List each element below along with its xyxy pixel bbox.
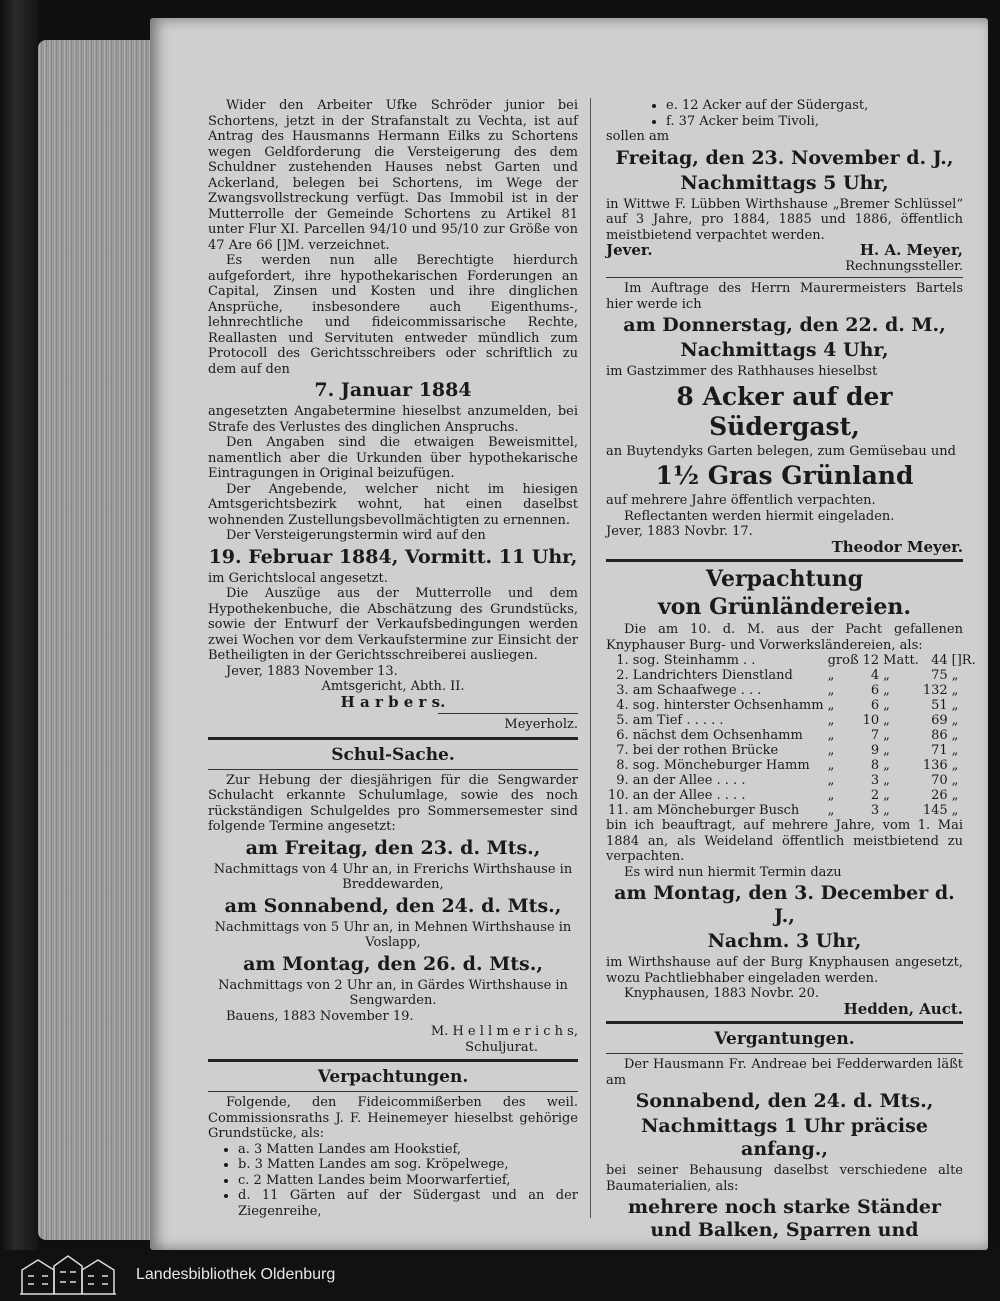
land-table-row: [606, 713, 978, 728]
land-table-cell: nächst dem Ochsenhamm: [632, 728, 803, 743]
land-table-cell: 10.: [608, 788, 629, 803]
term-date: am Freitag, den 23. d. Mts.,: [245, 836, 541, 859]
book-spine: [0, 0, 38, 1250]
land-table-cell: 12: [862, 653, 880, 668]
land-table-cell: 3: [870, 803, 880, 818]
land-table-cell: 3.: [616, 683, 629, 698]
land-table-cell: 6: [870, 683, 880, 698]
notice-paragraph: Im Auftrage des Herrn Maurermeisters Bartels hier werde ich: [606, 281, 963, 312]
land-table-row: [606, 743, 978, 758]
notice-paragraph: in Wittwe F. Lübben Wirthshause „Bremer Schlüssel“ auf 3 Jahre, pro 1884, 1885 und 1886, öffentlich meistbietend verpachtet werden.: [606, 196, 963, 243]
land-table-cell: „: [827, 788, 835, 803]
land-table-cell: „: [827, 743, 835, 758]
land-table-cell: 86: [931, 728, 948, 743]
land-table-cell: Matt.: [883, 653, 919, 668]
land-table-cell: am Möncheburger Busch: [632, 803, 800, 818]
column-divider: [590, 98, 591, 1218]
notice-signature: M. H e l l m e r i c h s,: [430, 1024, 578, 1039]
section-heading: Verpachtungen.: [317, 1067, 469, 1087]
notice-place-date: Jever, 1883 November 13.: [226, 663, 398, 679]
land-table-cell: 2.: [616, 668, 629, 683]
parcel-list: [606, 98, 963, 129]
land-table-cell: 4.: [616, 698, 629, 713]
notice-headline: 8 Acker auf der Südergast,: [676, 381, 893, 441]
notice-paragraph: Es werden nun alle Berechtigte hierdurch aufgefordert, ihre hypothekarischen Forderungen an Capital, Zinsen und Kosten und ihre dinglichen Ansprüche, insbesondere auch Eigenthums-, lehnrechtliche und fideicommissarische Rechte, Reallasten und Servituten entweder mündlich zum Protocoll des Gerichtsschreibers oder schriftlich zu dem auf den: [208, 253, 578, 377]
notice-time: Nachmittags 4 Uhr,: [680, 339, 889, 361]
land-table-cell: []R.: [951, 653, 976, 668]
land-table-cell: „: [883, 788, 890, 803]
land-table-cell: „: [827, 728, 835, 743]
land-table-cell: „: [883, 713, 890, 728]
right-column: [606, 98, 976, 1244]
land-table-cell: 7.: [616, 743, 629, 758]
land-table-cell: an der Allee . . . .: [632, 773, 746, 788]
notice-paragraph: bei seiner Behausung daselbst verschiedene alte Baumaterialien, als:: [606, 1163, 963, 1194]
notice-paragraph: auf mehrere Jahre öffentlich verpachten.: [606, 493, 876, 508]
land-table-cell: „: [827, 773, 835, 788]
notice-date: Freitag, den 23. November d. J.,: [615, 146, 954, 169]
heading-rule: [208, 769, 578, 770]
land-table-cell: „: [951, 803, 959, 818]
notice-time: Nachm. 3 Uhr,: [707, 930, 862, 952]
land-table-cell: 51: [931, 698, 948, 713]
land-table-cell: „: [827, 758, 835, 773]
heading-rule: [606, 1053, 963, 1054]
notice-signature: Theodor Meyer.: [831, 537, 963, 556]
land-table-cell: „: [951, 788, 959, 803]
notice-paragraph: Es wird nun hiermit Termin dazu: [624, 864, 842, 880]
land-table-cell: 9: [870, 743, 880, 758]
land-table-cell: „: [951, 683, 959, 698]
section-rule: [208, 737, 578, 740]
grassland-lease-notice: [606, 566, 976, 1018]
land-table-cell: 8.: [616, 758, 629, 773]
notice-signature: H a r b e r s.: [340, 692, 446, 711]
notice-paragraph: Wider den Arbeiter Ufke Schröder junior bei Schortens, jetzt in der Strafanstalt zu Vechta, ist auf Antrag des Hausmanns Hermann Eilks zu Schortens wegen Geldforderung die Versteigerung des dem Schuldner zustehenden Hauses nebst Garten und Ackerland, belegen bei Schortens, im Wege der Zwangsvollstreckung verfügt. Das Immobil ist in der Mutterrolle der Gemeinde Schortens zu Artikel 81 unter Flur XI. Parcellen 94/10 und 95/10 zur Größe von 47 Are 66 []M. verzeichnet.: [208, 98, 578, 253]
notice-time: Nachmittags 1 Uhr präcise anfang.,: [641, 1115, 928, 1160]
notice-signature: H. A. Meyer,: [859, 241, 963, 259]
land-table-cell: groß: [827, 653, 859, 668]
parcel-item: • b. 3 Matten Landes am sog. Kröpelwege,: [238, 1157, 578, 1173]
signer-title: Rechnungssteller.: [845, 258, 963, 274]
land-table-cell: 11.: [608, 803, 629, 818]
land-table-cell: „: [883, 683, 890, 698]
notice-paragraph: Der Hausmann Fr. Andreae bei Fedderwarden läßt am: [606, 1057, 963, 1088]
notice-date: Sonnabend, den 24. d. Mts.,: [635, 1090, 934, 1112]
land-table-cell: „: [883, 758, 890, 773]
page-edges: [38, 40, 158, 1240]
land-table-cell: „: [951, 728, 959, 743]
parcel-item: • e. 12 Acker auf der Südergast,: [666, 98, 963, 114]
land-table-cell: „: [951, 743, 959, 758]
land-table-cell: an der Allee . . . .: [632, 788, 746, 803]
notice-date: am Donnerstag, den 22. d. M.,: [623, 314, 946, 336]
lease-notice: [208, 1066, 578, 1219]
school-notice: [208, 744, 578, 1056]
notice-title: Verpachtung: [705, 566, 864, 592]
lease-notice-continued: [606, 98, 963, 274]
land-table-cell: Landrichters Dienstland: [632, 668, 793, 683]
land-table-cell: sog. Steinhamm . .: [632, 653, 756, 668]
land-table-cell: „: [951, 668, 959, 683]
library-name: Landesbibliothek Oldenburg: [136, 1266, 336, 1283]
land-table-cell: am Schaafwege . . .: [632, 683, 762, 698]
notice-headline: 1½ Gras Grünland: [655, 461, 914, 490]
land-table-cell: 3: [870, 773, 880, 788]
left-column: [208, 98, 578, 1219]
heading-rule: [208, 1091, 578, 1092]
land-table-cell: „: [951, 698, 959, 713]
section-rule: [606, 559, 963, 562]
parcel-item: • a. 3 Matten Landes am Hookstief,: [238, 1142, 578, 1158]
land-table-cell: bei der rothen Brücke: [632, 743, 779, 758]
notice-date: 7. Januar 1884: [314, 379, 472, 401]
section-rule: [208, 1059, 578, 1062]
notice-paragraph: Die am 10. d. M. aus der Pacht gefallenen Knyphauser Burg- und Vorwerksländereien, als:: [606, 622, 963, 653]
land-table-cell: „: [883, 743, 890, 758]
notice-paragraph: Den Angaben sind die etwaigen Beweismittel, namentlich aber die Urkunden über hypothekarische Eintragungen in Original beizufügen.: [208, 435, 578, 481]
newspaper-page: [150, 18, 988, 1250]
notice-paragraph: im Gastzimmer des Rathhauses hieselbst: [606, 364, 878, 379]
land-table-cell: „: [827, 713, 835, 728]
signature-rule: [438, 713, 578, 714]
land-table-cell: 70: [931, 773, 948, 788]
land-table-cell: „: [951, 773, 959, 788]
land-table-row: [606, 653, 978, 668]
term-details: Nachmittags von 2 Uhr an, in Gärdes Wirthshause in Sengwarden.: [218, 977, 568, 1008]
section-heading: Schul-Sache.: [331, 744, 455, 765]
auction-notice-schortens: [208, 98, 578, 733]
land-table-cell: „: [827, 668, 835, 683]
land-table-cell: 2: [870, 788, 880, 803]
land-table-cell: „: [951, 758, 959, 773]
notice-headline: mehrere noch starke Ständer und Balken, Sparren und: [628, 1196, 941, 1241]
notice-place-date: Jever, 1883 Novbr. 17.: [606, 524, 753, 539]
land-table-cell: sog. Möncheburger Hamm: [632, 758, 810, 773]
notice-paragraph: Die Auszüge aus der Mutterrolle und dem Hypothekenbuche, die Abschätzung des Grundstücks, sowie der Entwurf der Verkaufsbedingungen werden zwei Wochen vor dem Verkaufstermine zur Einsicht der Betheiligten in der Gerichtsschreiberei ausliegen.: [208, 586, 578, 663]
land-table-cell: am Tief . . . . .: [632, 713, 724, 728]
notice-paragraph: sollen am: [606, 129, 670, 144]
notice-date: 19. Februar 1884, Vormitt. 11 Uhr,: [208, 545, 578, 568]
land-table-cell: 1.: [616, 653, 629, 668]
notice-paragraph: im Gerichtslocal angesetzt.: [208, 570, 388, 586]
land-table-cell: 6: [870, 698, 880, 713]
signature-row: [606, 243, 963, 259]
land-table-row: [606, 758, 978, 773]
land-table-cell: „: [883, 728, 890, 743]
notice-title: von Grünländereien.: [657, 594, 912, 620]
parcel-item: • c. 2 Matten Landes beim Moorwarfertief,: [238, 1173, 578, 1189]
land-table-cell: 10: [862, 713, 880, 728]
term-date: am Sonnabend, den 24. d. Mts.,: [224, 894, 562, 917]
land-table-row: [606, 668, 978, 683]
term-details: Nachmittags von 5 Uhr an, in Mehnen Wirthshause in Voslapp,: [214, 919, 572, 950]
notice-paragraph: Folgende, den Fideicommißerben des weil. Commissionsraths J. F. Heinemeyer hieselbst gehörige Grundstücke, als:: [208, 1095, 578, 1141]
land-table-cell: 9.: [616, 773, 629, 788]
notice-paragraph: Reflectanten werden hiermit eingeladen.: [624, 508, 895, 524]
land-table-cell: „: [883, 773, 890, 788]
land-table-cell: 69: [931, 713, 948, 728]
section-rule: [606, 277, 963, 278]
bartels-notice: [606, 281, 963, 555]
notice-paragraph: im Wirthshause auf der Burg Knyphausen angesetzt, wozu Pachtliebhaber eingeladen werden.: [606, 955, 963, 986]
notice-court: Amtsgericht, Abth. II.: [321, 679, 465, 694]
notice-signature: Hedden, Auct.: [843, 999, 963, 1018]
land-table-cell: 8: [870, 758, 880, 773]
land-table-cell: „: [827, 803, 835, 818]
signer-title: Schuljurat.: [465, 1039, 538, 1055]
notice-paragraph: Der Versteigerungstermin wird auf den: [226, 528, 486, 543]
land-table-cell: 7: [870, 728, 880, 743]
land-table-cell: „: [883, 668, 890, 683]
term-details: Nachmittags von 4 Uhr an, in Frerichs Wirthshause in Breddewarden,: [213, 861, 573, 892]
notice-place: Jever.: [606, 241, 653, 259]
land-table-cell: sog. hinterster Ochsenhamm: [632, 698, 824, 713]
auction-notice-andreae: [606, 1028, 963, 1242]
notice-paragraph: bin ich beauftragt, auf mehrere Jahre, vom 1. Mai 1884 an, als Weideland öffentlich meistbietend zu verpachten.: [606, 818, 963, 864]
land-table-cell: 136: [922, 758, 948, 773]
land-table-cell: „: [827, 683, 835, 698]
land-table-cell: 6.: [616, 728, 629, 743]
notice-paragraph: an Buytendyks Garten belegen, zum Gemüsebau und: [606, 443, 956, 459]
land-table-row: [606, 728, 978, 743]
notice-paragraph: Der Angebende, welcher nicht im hiesigen Amtsgerichtsbezirk wohnt, hat einen daselbst wohnenden Zustellungsbevollmächtigten zu ernennen.: [208, 481, 578, 528]
parcel-item: • f. 37 Acker beim Tivoli,: [666, 114, 963, 130]
section-heading: Vergantungen.: [714, 1029, 855, 1049]
term-date: am Montag, den 26. d. Mts.,: [243, 952, 543, 975]
notice-place-date: Knyphausen, 1883 Novbr. 20.: [624, 986, 820, 1001]
notice-date: am Montag, den 3. December d. J.,: [614, 882, 955, 927]
land-table-row: [606, 773, 978, 788]
land-table-row: [606, 788, 978, 803]
library-building-icon: [18, 1254, 118, 1296]
section-rule: [606, 1021, 963, 1024]
land-table-cell: „: [827, 698, 835, 713]
land-table-row: [606, 683, 978, 698]
notice-paragraph: angesetzten Angabetermine hieselbst anzumelden, bei Strafe des Verlustes des dinglichen Anspruchs.: [208, 404, 578, 435]
notice-paragraph: Zur Hebung der diesjährigen für die Sengwarder Schulacht erkannte Schulumlage, sowie des noch rückständigen Schulgeldes pro Sommersemester sind folgende Termine angesetzt:: [208, 772, 578, 834]
notice-place-date: Bauens, 1883 November 19.: [226, 1008, 414, 1024]
land-table-cell: 5.: [616, 713, 629, 728]
parcel-list: [208, 1142, 578, 1220]
land-table-cell: 26: [931, 788, 948, 803]
land-table-cell: „: [883, 803, 890, 818]
notice-signature: Meyerholz.: [504, 717, 578, 732]
land-table-cell: 75: [931, 668, 948, 683]
land-table-cell: 132: [922, 683, 948, 698]
land-table-cell: „: [883, 698, 890, 713]
land-table-cell: „: [951, 713, 959, 728]
land-table-cell: 4: [870, 668, 880, 683]
parcel-item: • d. 11 Gärten auf der Südergast und an der Ziegenreihe,: [238, 1188, 578, 1219]
land-table: [606, 653, 978, 818]
land-table-cell: 71: [931, 743, 948, 758]
land-table-row: [606, 803, 978, 818]
land-table-cell: 145: [922, 803, 948, 818]
notice-time: Nachmittags 5 Uhr,: [680, 171, 889, 194]
land-table-row: [606, 698, 978, 713]
land-table-cell: 44: [931, 653, 948, 668]
